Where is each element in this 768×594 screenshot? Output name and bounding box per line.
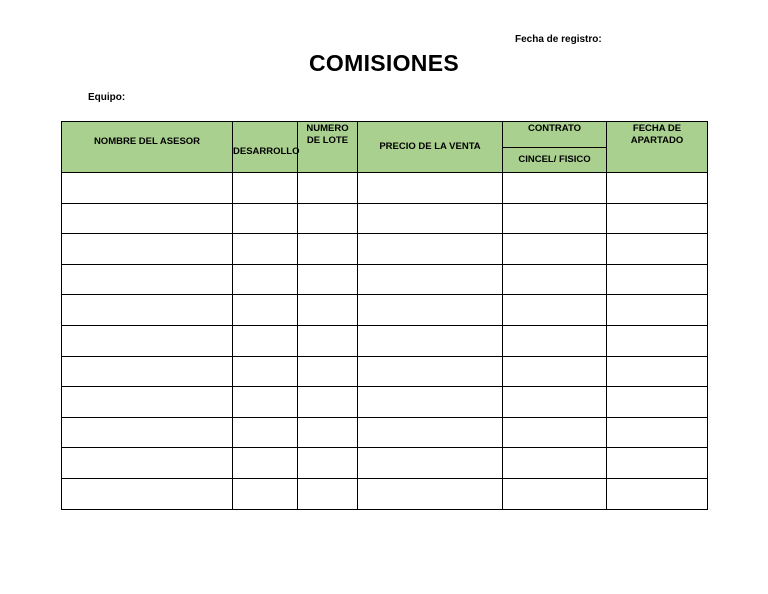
cell-nombre[interactable] <box>62 387 233 418</box>
cell-numero-lote[interactable] <box>298 295 358 326</box>
table-row <box>62 234 708 265</box>
cell-precio[interactable] <box>358 448 503 479</box>
cell-contrato[interactable] <box>503 234 607 265</box>
col-contrato: CONTRATO <box>503 122 607 148</box>
table-row <box>62 295 708 326</box>
cell-precio[interactable] <box>358 417 503 448</box>
col-numero-lote: NUMERO DE LOTE <box>298 122 358 173</box>
cell-fecha-apartado[interactable] <box>607 295 708 326</box>
cell-nombre[interactable] <box>62 173 233 204</box>
cell-contrato[interactable] <box>503 448 607 479</box>
cell-numero-lote[interactable] <box>298 417 358 448</box>
cell-numero-lote[interactable] <box>298 234 358 265</box>
cell-fecha-apartado[interactable] <box>607 478 708 509</box>
cell-numero-lote[interactable] <box>298 356 358 387</box>
cell-precio[interactable] <box>358 295 503 326</box>
cell-nombre[interactable] <box>62 264 233 295</box>
cell-nombre[interactable] <box>62 295 233 326</box>
cell-fecha-apartado[interactable] <box>607 234 708 265</box>
cell-desarrollo[interactable] <box>233 173 298 204</box>
cell-desarrollo[interactable] <box>233 325 298 356</box>
table-row <box>62 448 708 479</box>
cell-numero-lote[interactable] <box>298 173 358 204</box>
cell-precio[interactable] <box>358 478 503 509</box>
cell-contrato[interactable] <box>503 295 607 326</box>
table-row <box>62 356 708 387</box>
cell-numero-lote[interactable] <box>298 203 358 234</box>
table-body <box>62 173 708 510</box>
cell-fecha-apartado[interactable] <box>607 173 708 204</box>
cell-desarrollo[interactable] <box>233 417 298 448</box>
cell-precio[interactable] <box>358 387 503 418</box>
cell-numero-lote[interactable] <box>298 325 358 356</box>
table-row <box>62 417 708 448</box>
cell-precio[interactable] <box>358 356 503 387</box>
cell-desarrollo[interactable] <box>233 203 298 234</box>
table-row <box>62 325 708 356</box>
table-row <box>62 387 708 418</box>
table-row <box>62 264 708 295</box>
cell-contrato[interactable] <box>503 203 607 234</box>
equipo-label: Equipo: <box>88 92 126 103</box>
cell-desarrollo[interactable] <box>233 448 298 479</box>
cell-precio[interactable] <box>358 264 503 295</box>
cell-fecha-apartado[interactable] <box>607 387 708 418</box>
cell-fecha-apartado[interactable] <box>607 203 708 234</box>
cell-contrato[interactable] <box>503 264 607 295</box>
col-precio-venta: PRECIO DE LA VENTA <box>358 122 503 173</box>
cell-fecha-apartado[interactable] <box>607 448 708 479</box>
cell-contrato[interactable] <box>503 387 607 418</box>
cell-numero-lote[interactable] <box>298 478 358 509</box>
cell-contrato[interactable] <box>503 478 607 509</box>
cell-fecha-apartado[interactable] <box>607 325 708 356</box>
cell-nombre[interactable] <box>62 478 233 509</box>
cell-desarrollo[interactable] <box>233 387 298 418</box>
cell-nombre[interactable] <box>62 448 233 479</box>
cell-desarrollo[interactable] <box>233 264 298 295</box>
cell-fecha-apartado[interactable] <box>607 264 708 295</box>
cell-fecha-apartado[interactable] <box>607 356 708 387</box>
cell-numero-lote[interactable] <box>298 387 358 418</box>
col-contrato-cincel-fisico: CINCEL/ FISICO <box>503 148 607 173</box>
col-desarrollo: DESARROLLO <box>233 122 298 173</box>
table-row <box>62 203 708 234</box>
cell-desarrollo[interactable] <box>233 478 298 509</box>
cell-desarrollo[interactable] <box>233 295 298 326</box>
cell-precio[interactable] <box>358 203 503 234</box>
cell-numero-lote[interactable] <box>298 448 358 479</box>
cell-fecha-apartado[interactable] <box>607 417 708 448</box>
cell-contrato[interactable] <box>503 417 607 448</box>
cell-desarrollo[interactable] <box>233 356 298 387</box>
cell-numero-lote[interactable] <box>298 264 358 295</box>
cell-precio[interactable] <box>358 234 503 265</box>
cell-nombre[interactable] <box>62 234 233 265</box>
page-title: COMISIONES <box>309 50 459 76</box>
table-row <box>62 173 708 204</box>
table-row <box>62 478 708 509</box>
cell-nombre[interactable] <box>62 417 233 448</box>
cell-nombre[interactable] <box>62 203 233 234</box>
col-fecha-apartado: FECHA DE APARTADO <box>607 122 708 173</box>
comisiones-table <box>61 121 708 510</box>
col-nombre-asesor: NOMBRE DEL ASESOR <box>62 122 233 173</box>
cell-precio[interactable] <box>358 325 503 356</box>
table-header <box>62 122 708 173</box>
cell-contrato[interactable] <box>503 356 607 387</box>
cell-nombre[interactable] <box>62 356 233 387</box>
cell-contrato[interactable] <box>503 325 607 356</box>
cell-contrato[interactable] <box>503 173 607 204</box>
fecha-registro-label: Fecha de registro: <box>515 34 602 45</box>
cell-nombre[interactable] <box>62 325 233 356</box>
cell-desarrollo[interactable] <box>233 234 298 265</box>
cell-precio[interactable] <box>358 173 503 204</box>
